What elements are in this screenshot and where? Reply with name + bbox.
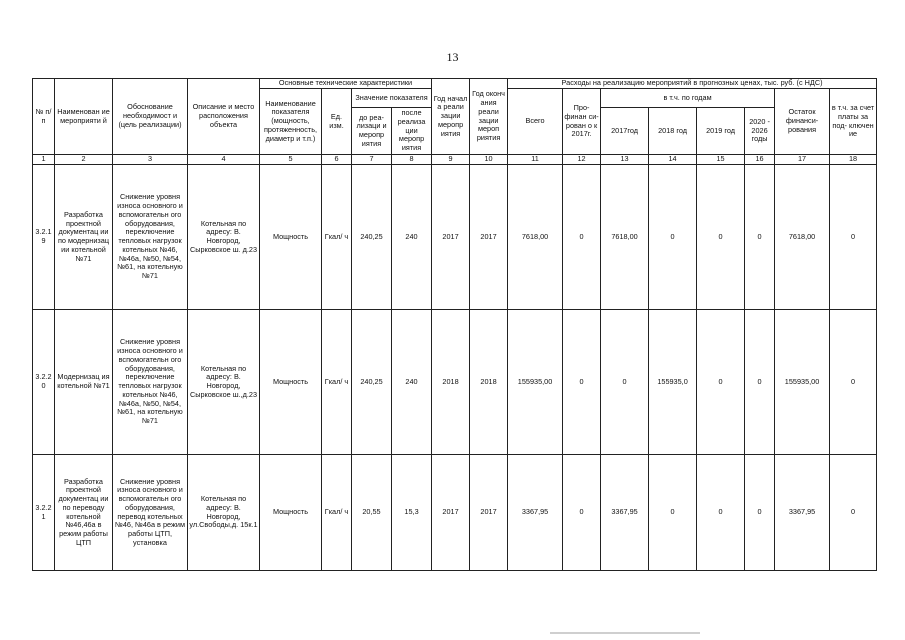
event-reason: Снижение уровня износа основного и вспомогательн ого оборудования, перевод котельных №46, №46а в режим работы ЦТП, установка: [113, 455, 188, 571]
cost-connection-fee: 0: [830, 165, 877, 310]
indicator-name: Мощность: [260, 455, 322, 571]
cost-prefinanced: 0: [563, 165, 601, 310]
investment-program-table: [32, 78, 877, 571]
header-col-name: Наименован ие мероприяти й: [55, 79, 113, 155]
cost-total: 7618,00: [508, 165, 563, 310]
header-group-costs: Расходы на реализацию мероприятий в прогнозных ценах, тыс. руб. (с НДС): [508, 79, 877, 89]
end-year: 2017: [470, 455, 508, 571]
header-col-before: до реа- лизаци и меропр иятия: [352, 108, 392, 155]
cost-2020-2026: 0: [745, 310, 775, 455]
object-location: Котельная по адресу: В. Новгород, Сырковское ш. д.23: [188, 165, 260, 310]
cost-remaining: 7618,00: [775, 165, 830, 310]
value-before: 20,55: [352, 455, 392, 571]
header-group-tech: Основные технические характеристики: [260, 79, 432, 89]
cost-2019: 0: [697, 165, 745, 310]
header-col-after: после реализа ции меропр иятия: [392, 108, 432, 155]
value-before: 240,25: [352, 310, 392, 455]
value-after: 15,3: [392, 455, 432, 571]
event-name: Разработка проектной документац ии по переводу котельной №46,46а в режим работы ЦТП: [55, 455, 113, 571]
cost-2017: 0: [601, 310, 649, 455]
unit: Гкал/ ч: [322, 165, 352, 310]
column-number: 5: [260, 155, 322, 165]
column-number: 6: [322, 155, 352, 165]
header-col-2019: 2019 год: [697, 108, 745, 155]
value-after: 240: [392, 310, 432, 455]
cost-2018: 155935,0: [649, 310, 697, 455]
header-col-unit: Ед. изм.: [322, 89, 352, 155]
column-number: 16: [745, 155, 775, 165]
header-col-end: Год оконч ания реали зации мероп риятия: [470, 79, 508, 155]
cost-prefinanced: 0: [563, 310, 601, 455]
event-reason: Снижение уровня износа основного и вспомогательн ого оборудования, переключение тепловых нагрузок котельных №46, №46а, №50, №54, №61, на котельную №71: [113, 310, 188, 455]
object-location: Котельная по адресу: В. Новгород, Сырковское ш.,д.23: [188, 310, 260, 455]
end-year: 2017: [470, 165, 508, 310]
end-year: 2018: [470, 310, 508, 455]
table-row: [33, 310, 877, 455]
header-col-indicator: Наименование показателя (мощность, протяженность, диаметр и т.п.): [260, 89, 322, 155]
header-group-value: Значение показателя: [352, 89, 432, 108]
header-col-2018: 2018 год: [649, 108, 697, 155]
header-col-num: № п/п: [33, 79, 55, 155]
indicator-name: Мощность: [260, 310, 322, 455]
cost-2020-2026: 0: [745, 455, 775, 571]
cost-2017: 7618,00: [601, 165, 649, 310]
cost-total: 3367,95: [508, 455, 563, 571]
column-number: 13: [601, 155, 649, 165]
cost-2020-2026: 0: [745, 165, 775, 310]
column-number: 9: [432, 155, 470, 165]
column-number-row: [33, 155, 877, 165]
row-number: 3.2.2 1: [33, 455, 55, 571]
event-name: Модернизац ия котельной №71: [55, 310, 113, 455]
cost-remaining: 3367,95: [775, 455, 830, 571]
cost-total: 155935,00: [508, 310, 563, 455]
event-name: Разработка проектной документац ии по модернизац ии котельной №71: [55, 165, 113, 310]
column-number: 14: [649, 155, 697, 165]
cost-2019: 0: [697, 310, 745, 455]
cost-connection-fee: 0: [830, 455, 877, 571]
unit: Гкал/ ч: [322, 310, 352, 455]
start-year: 2017: [432, 165, 470, 310]
column-number: 3: [113, 155, 188, 165]
cost-prefinanced: 0: [563, 455, 601, 571]
header-col-total: Всего: [508, 89, 563, 155]
column-number: 10: [470, 155, 508, 165]
column-number: 4: [188, 155, 260, 165]
cost-2017: 3367,95: [601, 455, 649, 571]
row-number: 3.2.1 9: [33, 165, 55, 310]
header-col-start: Год начал а реали зации меропр иятия: [432, 79, 470, 155]
column-number: 2: [55, 155, 113, 165]
unit: Гкал/ ч: [322, 455, 352, 571]
header-col-connection: в т.ч. за счет платы за под- ключен ие: [830, 89, 877, 155]
cost-connection-fee: 0: [830, 310, 877, 455]
column-number: 17: [775, 155, 830, 165]
start-year: 2017: [432, 455, 470, 571]
page-number: 13: [446, 50, 459, 64]
cost-2018: 0: [649, 165, 697, 310]
header-col-prefin: Про- финан си- рован о к 2017г.: [563, 89, 601, 155]
header-row-1: [33, 79, 877, 89]
event-reason: Снижение уровня износа основного и вспомогательн ого оборудования, переключение тепловых нагрузок котельных №46, №46а, №50, №54, №61, на котельную №71: [113, 165, 188, 310]
header-group-years: в т.ч. по годам: [601, 89, 775, 108]
column-number: 1: [33, 155, 55, 165]
column-number: 7: [352, 155, 392, 165]
table-row: [33, 455, 877, 571]
column-number: 11: [508, 155, 563, 165]
header-col-reason: Обоснование необходимост и (цель реализации): [113, 79, 188, 155]
cost-2018: 0: [649, 455, 697, 571]
header-col-remaining: Остаток финанси- рования: [775, 89, 830, 155]
start-year: 2018: [432, 310, 470, 455]
header-col-2020: 2020 - 2026 годы: [745, 108, 775, 155]
value-before: 240,25: [352, 165, 392, 310]
object-location: Котельная по адресу: В. Новгород, ул.Свободы,д. 15к.1: [188, 455, 260, 571]
column-number: 12: [563, 155, 601, 165]
header-col-location: Описание и место расположения объекта: [188, 79, 260, 155]
header-col-2017: 2017год: [601, 108, 649, 155]
cost-2019: 0: [697, 455, 745, 571]
cost-remaining: 155935,00: [775, 310, 830, 455]
table-row: [33, 165, 877, 310]
value-after: 240: [392, 165, 432, 310]
row-number: 3.2.2 0: [33, 310, 55, 455]
column-number: 18: [830, 155, 877, 165]
indicator-name: Мощность: [260, 165, 322, 310]
column-number: 8: [392, 155, 432, 165]
scan-artifact: [550, 632, 700, 634]
column-number: 15: [697, 155, 745, 165]
